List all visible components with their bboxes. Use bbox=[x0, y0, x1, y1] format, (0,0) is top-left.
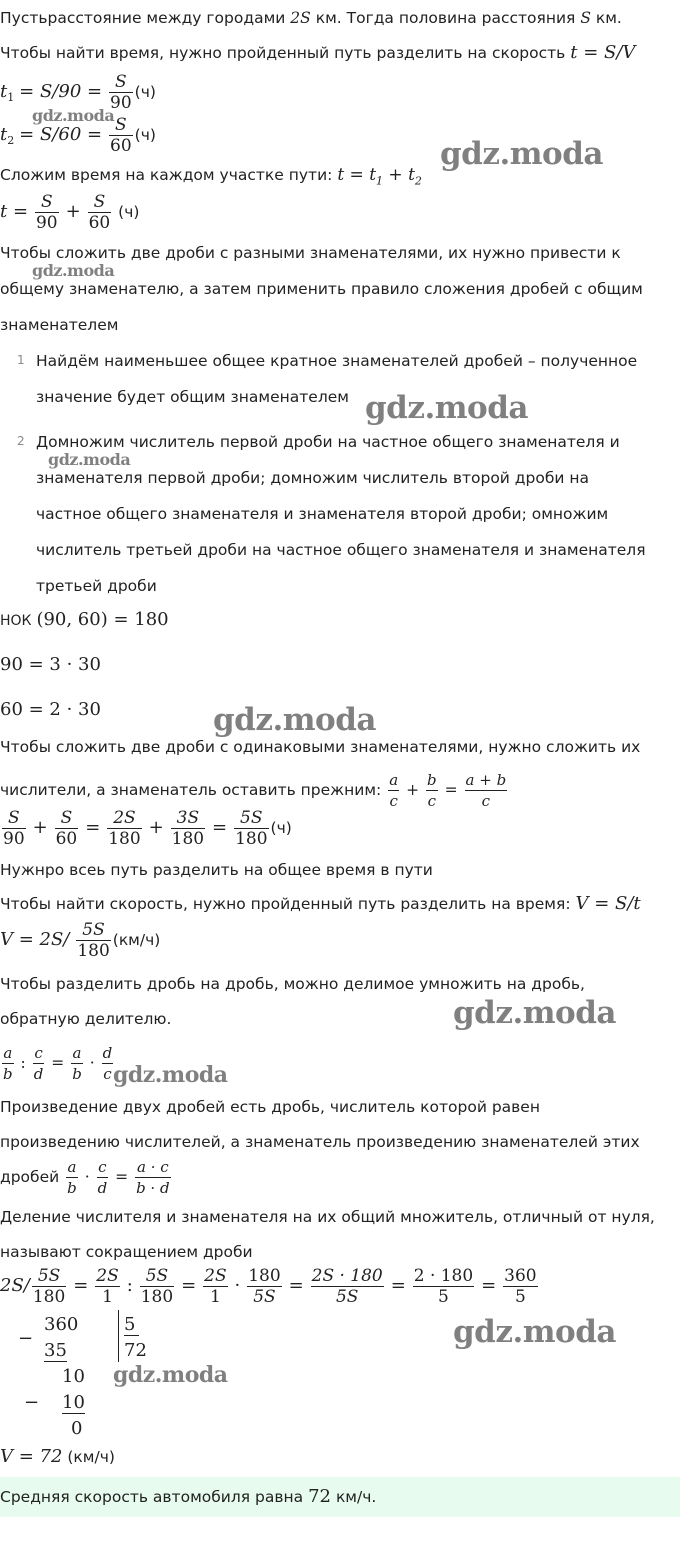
fraction bbox=[32, 1266, 66, 1307]
numerator: 2S bbox=[107, 808, 141, 829]
unit: (км/ч) bbox=[67, 1448, 115, 1466]
math: t = t bbox=[337, 165, 377, 185]
fraction bbox=[2, 1043, 14, 1084]
fraction bbox=[71, 1043, 83, 1084]
unit: (ч) bbox=[118, 203, 140, 221]
minus-sign: − bbox=[18, 1328, 34, 1349]
math: = bbox=[51, 1054, 65, 1072]
text-line: Нужнро всеь путь разделить на общее время в пути bbox=[0, 861, 433, 879]
text-line: называют сокращением дроби bbox=[0, 1243, 253, 1261]
denominator: c bbox=[389, 792, 398, 810]
text-line bbox=[0, 8, 622, 28]
numerator: 2 · 180 bbox=[413, 1266, 474, 1286]
fraction bbox=[76, 920, 110, 961]
division-step: 10 bbox=[62, 1366, 85, 1387]
fraction bbox=[135, 1157, 171, 1198]
fraction bbox=[55, 808, 79, 849]
denominator: 180 bbox=[77, 941, 110, 961]
answer-box bbox=[0, 1477, 680, 1517]
denominator: 5S bbox=[335, 1287, 359, 1307]
math: = bbox=[288, 1275, 304, 1296]
fraction bbox=[107, 808, 141, 849]
numerator: a bbox=[3, 1044, 13, 1062]
numerator: a bbox=[72, 1044, 82, 1062]
denominator: 5 bbox=[514, 1287, 526, 1307]
division-bar bbox=[118, 1310, 119, 1362]
denominator: 1 bbox=[209, 1287, 221, 1307]
text-line bbox=[0, 165, 422, 191]
formula-60: 60 = 2 · 30 bbox=[0, 699, 101, 720]
text-line: Произведение двух дробей есть дробь, числитель которой равен bbox=[0, 1098, 540, 1116]
numerator: a bbox=[67, 1158, 77, 1176]
text: Пустьрасстояние между городами bbox=[0, 9, 286, 27]
math: t = bbox=[0, 201, 29, 222]
fraction bbox=[2, 808, 26, 849]
text-line bbox=[0, 770, 509, 811]
math: 2 bbox=[7, 134, 15, 148]
unit: (ч) bbox=[134, 126, 156, 144]
unit: (км/ч) bbox=[112, 931, 161, 949]
text: км. bbox=[595, 9, 622, 27]
math: + bbox=[32, 817, 48, 838]
list-item-text: частное общего знаменателя и знаменателя второй дроби; омножим bbox=[36, 505, 609, 523]
fraction bbox=[97, 1157, 109, 1198]
math: t bbox=[0, 124, 8, 145]
division-step: 10 bbox=[62, 1392, 85, 1413]
numerator: 5S bbox=[140, 1266, 174, 1287]
text: числители, а знаменатель оставить прежним: bbox=[0, 781, 382, 799]
fraction bbox=[88, 192, 112, 233]
math: = bbox=[181, 1275, 197, 1296]
math: V = 72 bbox=[0, 1446, 63, 1467]
text: дробей bbox=[0, 1168, 60, 1186]
denominator: b bbox=[72, 1065, 82, 1083]
text-line: Чтобы сложить две дроби с разными знаменателями, их нужно привести к bbox=[0, 244, 621, 262]
numerator: b bbox=[427, 771, 437, 789]
numerator: a · c bbox=[136, 1158, 169, 1176]
math: · bbox=[234, 1275, 241, 1296]
math: = bbox=[481, 1275, 497, 1296]
formula-90: 90 = 3 · 30 bbox=[0, 654, 101, 675]
text: Средняя скорость автомобиля равна bbox=[0, 1488, 304, 1506]
text: НОК bbox=[0, 613, 32, 629]
text-line: обратную делителю. bbox=[0, 1010, 172, 1028]
math: t bbox=[0, 81, 8, 102]
fraction bbox=[503, 1266, 537, 1307]
denominator: 60 bbox=[110, 136, 132, 156]
numerator: 2S bbox=[96, 1266, 119, 1286]
fraction bbox=[311, 1266, 384, 1307]
math: S bbox=[580, 9, 591, 27]
denominator: 1 bbox=[102, 1287, 113, 1307]
numerator: 5S bbox=[234, 808, 268, 829]
text: Чтобы найти скорость, нужно пройденный путь разделить на время: bbox=[0, 895, 571, 913]
numerator: a bbox=[389, 771, 399, 789]
math: : bbox=[20, 1054, 26, 1072]
math: 2 bbox=[414, 174, 422, 188]
math: + bbox=[148, 817, 164, 838]
math: = bbox=[115, 1168, 129, 1186]
denominator: 5 bbox=[438, 1287, 449, 1307]
math: + t bbox=[383, 165, 415, 185]
text: Чтобы найти время, нужно пройденный путь разделить на скорость bbox=[0, 44, 566, 62]
denominator: d bbox=[97, 1179, 108, 1197]
result-v bbox=[0, 1447, 115, 1467]
denominator: b · d bbox=[136, 1179, 170, 1197]
numerator: 5S bbox=[32, 1266, 66, 1287]
numerator: 2S · 180 bbox=[311, 1266, 383, 1286]
math: 72 bbox=[308, 1486, 331, 1507]
fraction bbox=[102, 1043, 114, 1084]
list-item-text: третьей дроби bbox=[36, 577, 157, 595]
text-line: знаменателем bbox=[0, 316, 119, 334]
denominator: c bbox=[103, 1065, 112, 1083]
watermark-logo: gdz.moda bbox=[32, 106, 115, 125]
fraction bbox=[140, 1266, 174, 1307]
numerator: S bbox=[109, 72, 133, 93]
math: 1 bbox=[7, 91, 15, 105]
formula-chain bbox=[0, 1266, 540, 1307]
numerator: S bbox=[88, 192, 112, 213]
numerator: S bbox=[109, 115, 133, 136]
division-step: 0 bbox=[71, 1418, 83, 1439]
math: = S/90 = bbox=[19, 81, 103, 102]
formula-divide bbox=[0, 1043, 115, 1084]
math: V = 2S/ bbox=[0, 929, 70, 950]
fraction bbox=[234, 808, 268, 849]
denominator: 90 bbox=[35, 213, 58, 233]
division-step: 35 bbox=[44, 1340, 67, 1361]
text-line bbox=[0, 1157, 173, 1198]
formula-sum bbox=[0, 192, 139, 233]
numerator: c bbox=[98, 1158, 107, 1176]
text-line: Чтобы разделить дробь на дробь, можно делимое умножить на дробь, bbox=[0, 975, 585, 993]
watermark-logo: gdz.moda bbox=[453, 1314, 616, 1350]
numerator: 360 bbox=[504, 1266, 537, 1286]
denominator: c bbox=[481, 792, 491, 810]
list-item-text: знаменателя первой дроби; домножим числитель второй дроби на bbox=[36, 469, 590, 487]
denominator: 180 bbox=[171, 829, 205, 849]
watermark-logo: gdz.moda bbox=[113, 1062, 228, 1088]
text-line: произведению числителей, а знаменатель произведению знаменателей этих bbox=[0, 1133, 640, 1151]
math: (90, 60) = 180 bbox=[36, 609, 169, 630]
numerator: d bbox=[102, 1044, 113, 1062]
watermark-logo: gdz.moda bbox=[113, 1362, 228, 1388]
math: · bbox=[89, 1054, 95, 1072]
answer-text bbox=[0, 1487, 376, 1507]
watermark-logo: gdz.moda bbox=[440, 136, 603, 172]
text-line bbox=[0, 894, 641, 914]
math: : bbox=[126, 1275, 133, 1296]
math: + bbox=[406, 781, 420, 799]
math: = bbox=[212, 817, 228, 838]
fraction bbox=[171, 808, 205, 849]
fraction bbox=[426, 770, 438, 811]
math: 1 bbox=[376, 174, 384, 188]
text: Сложим время на каждом участке пути: bbox=[0, 166, 333, 184]
fraction bbox=[413, 1266, 474, 1307]
fraction bbox=[465, 770, 508, 811]
denominator: d bbox=[33, 1065, 44, 1083]
denominator: c bbox=[427, 792, 437, 810]
denominator: b bbox=[67, 1179, 77, 1197]
division-step: 360 bbox=[44, 1314, 79, 1335]
math: · bbox=[84, 1168, 90, 1186]
watermark-logo: gdz.moda bbox=[48, 450, 131, 469]
list-item-text: Домножим числитель первой дроби на частное общего знаменателя и bbox=[36, 433, 620, 451]
denominator: b bbox=[3, 1065, 13, 1083]
numerator: S bbox=[35, 192, 59, 213]
denominator: 90 bbox=[110, 93, 132, 113]
quotient: 72 bbox=[124, 1340, 147, 1361]
fraction bbox=[388, 770, 399, 811]
numerator: c bbox=[34, 1044, 43, 1062]
math: = bbox=[444, 781, 458, 799]
formula-v bbox=[0, 920, 160, 961]
list-item-text: Найдём наименьшее общее кратное знаменателей дробей – полученное bbox=[36, 352, 638, 370]
unit: (ч) bbox=[270, 819, 292, 837]
list-item-text: значение будет общим знаменателем bbox=[36, 388, 349, 406]
numerator: 5S bbox=[76, 920, 110, 941]
minus-sign: − bbox=[24, 1392, 40, 1413]
text-line: Деление числителя и знаменателя на их общий множитель, отличный от нуля, bbox=[0, 1208, 655, 1226]
denominator: 60 bbox=[55, 829, 78, 849]
denominator: 60 bbox=[88, 213, 111, 233]
denominator: 180 bbox=[108, 829, 141, 849]
denominator: 180 bbox=[140, 1287, 174, 1307]
fraction bbox=[95, 1266, 119, 1307]
math: = bbox=[85, 817, 101, 838]
fraction bbox=[33, 1043, 45, 1084]
numerator: S bbox=[55, 808, 79, 829]
math: 2S/ bbox=[0, 1275, 30, 1296]
denominator: 5S bbox=[253, 1287, 276, 1307]
formula-sum-fractions bbox=[0, 808, 292, 849]
fraction bbox=[203, 1266, 227, 1307]
math: = bbox=[390, 1275, 406, 1296]
text: км/ч. bbox=[335, 1488, 377, 1506]
text-line bbox=[0, 43, 635, 63]
math: = S/60 = bbox=[19, 124, 103, 145]
text-line: общему знаменателю, а затем применить правило сложения дробей с общим bbox=[0, 280, 643, 298]
denominator: 180 bbox=[32, 1287, 66, 1307]
math: = bbox=[73, 1275, 89, 1296]
list-item-text: числитель третьей дроби на частное общего знаменателя и знаменателя bbox=[36, 541, 646, 559]
list-number: 1 bbox=[17, 353, 25, 367]
numerator: 3S bbox=[171, 808, 205, 829]
math: t = S/V bbox=[570, 42, 636, 63]
math: V = S/t bbox=[575, 893, 641, 914]
watermark-logo: gdz.moda bbox=[365, 390, 528, 426]
watermark-logo: gdz.moda bbox=[213, 702, 376, 738]
fraction bbox=[66, 1157, 78, 1198]
numerator: a + b bbox=[465, 771, 507, 789]
numerator: S bbox=[2, 808, 26, 829]
math: 2S bbox=[290, 9, 311, 27]
watermark-logo: gdz.moda bbox=[32, 261, 115, 280]
divisor: 5 bbox=[124, 1314, 139, 1336]
math: + bbox=[65, 201, 81, 222]
fraction bbox=[35, 192, 59, 233]
numerator: 180 bbox=[248, 1266, 281, 1286]
numerator: 2S bbox=[204, 1266, 227, 1286]
list-number: 2 bbox=[17, 434, 25, 448]
watermark-logo: gdz.moda bbox=[453, 995, 616, 1031]
text-line: Чтобы сложить две дроби с одинаковыми знаменателями, нужно сложить их bbox=[0, 738, 641, 756]
denominator: 180 bbox=[235, 829, 268, 849]
unit: (ч) bbox=[134, 83, 156, 101]
text: км. Тогда половина расстояния bbox=[315, 9, 576, 27]
fraction bbox=[247, 1266, 281, 1307]
formula-nok bbox=[0, 610, 169, 631]
denominator: 90 bbox=[3, 829, 25, 849]
